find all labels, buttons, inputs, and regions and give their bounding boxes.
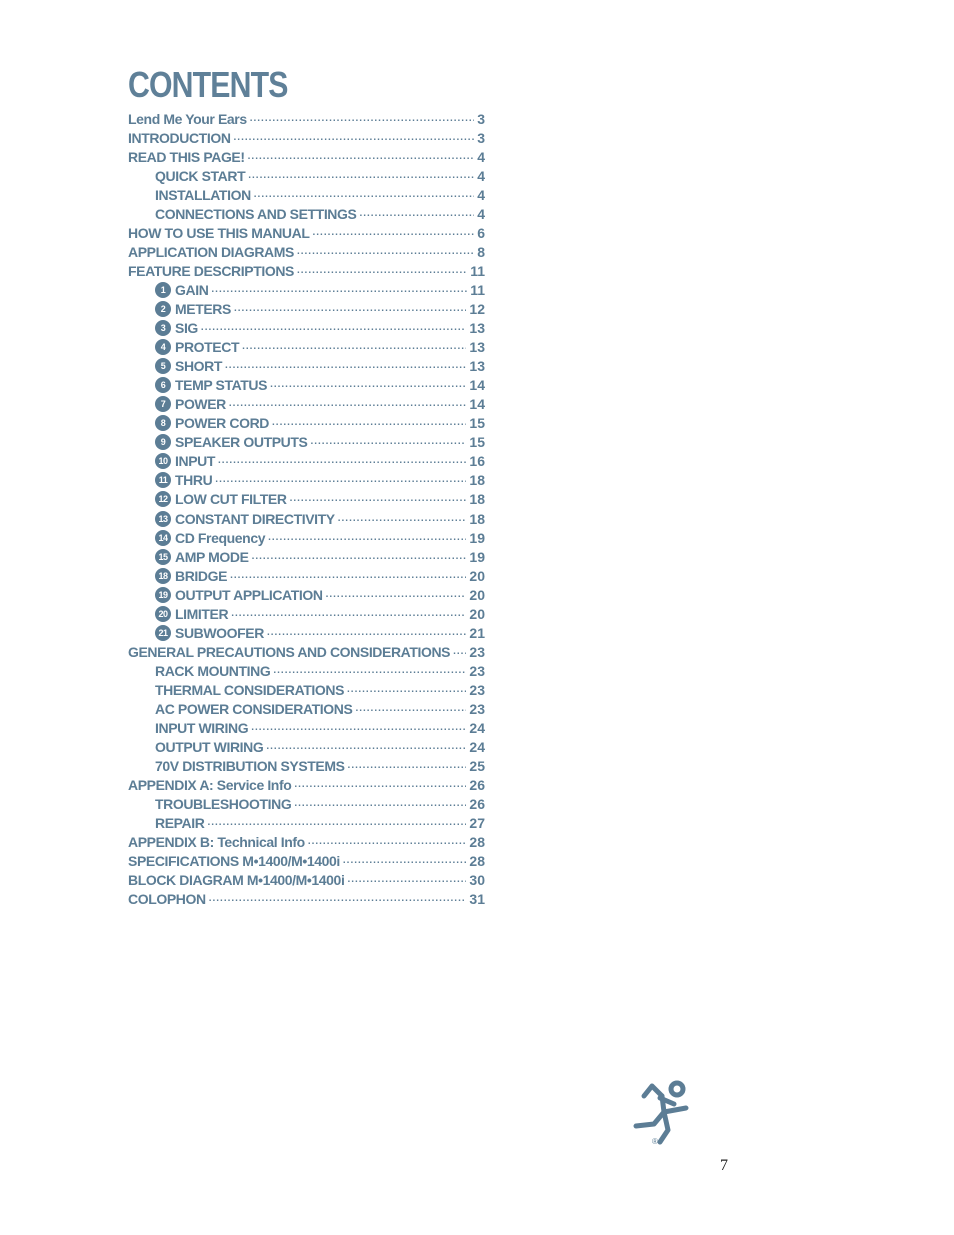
toc-entry[interactable] xyxy=(128,852,485,871)
toc-entry-label: GAIN xyxy=(175,281,209,298)
toc-entry-label: CONSTANT DIRECTIVITY xyxy=(175,510,335,527)
toc-entry-label: BRIDGE xyxy=(175,567,228,584)
item-number-badge: 20 xyxy=(155,606,171,622)
toc-entry[interactable] xyxy=(128,280,485,299)
toc-entry[interactable] xyxy=(128,604,485,623)
dot-leader xyxy=(297,245,474,259)
toc-entry-label: METERS xyxy=(175,300,231,317)
registered-mark: ® xyxy=(652,1137,658,1146)
dot-leader xyxy=(230,569,466,583)
toc-entry-page: 16 xyxy=(469,453,485,470)
dot-leader xyxy=(268,531,466,545)
toc-entry-page: 21 xyxy=(469,624,485,641)
dot-leader xyxy=(313,226,475,240)
dot-leader xyxy=(290,492,467,506)
toc-entry-page: 11 xyxy=(470,281,485,298)
toc-entry[interactable] xyxy=(128,109,485,128)
toc-entry-label: LOW CUT FILTER xyxy=(175,491,287,508)
toc-entry-label: PROTECT xyxy=(175,339,240,356)
toc-entry-page: 18 xyxy=(469,510,485,527)
toc-entry[interactable] xyxy=(128,490,485,509)
dot-leader xyxy=(242,340,466,354)
dot-leader xyxy=(215,473,466,487)
toc-entry-label: READ THIS PAGE! xyxy=(128,148,245,165)
dot-leader xyxy=(250,112,474,126)
toc-entry-label: SIG xyxy=(175,320,198,337)
running-man-logo-icon xyxy=(628,1076,700,1148)
item-number-badge: 3 xyxy=(155,320,171,336)
dot-leader xyxy=(229,397,467,411)
toc-entry-label: AC POWER CONSIDERATIONS xyxy=(155,700,353,717)
dot-leader xyxy=(338,512,467,526)
toc-entry[interactable] xyxy=(128,452,485,471)
toc-entry-page: 23 xyxy=(469,681,485,698)
toc-entry-page: 3 xyxy=(477,110,485,127)
item-number-badge: 6 xyxy=(155,377,171,393)
toc-entry-label: THRU xyxy=(175,472,213,489)
toc-entry-page: 20 xyxy=(469,586,485,603)
toc-entry-label: REPAIR xyxy=(155,815,205,832)
toc-entry[interactable] xyxy=(128,719,485,738)
toc-entry-page: 12 xyxy=(469,300,485,317)
toc-entry-label: INSTALLATION xyxy=(155,186,251,203)
toc-entry-label: APPENDIX A: Service Info xyxy=(128,777,292,794)
toc-entry[interactable] xyxy=(128,814,485,833)
toc-entry-page: 11 xyxy=(470,262,485,279)
toc-entry-page: 31 xyxy=(469,891,485,908)
dot-leader xyxy=(201,321,467,335)
toc-entry-label: CONNECTIONS AND SETTINGS xyxy=(155,205,357,222)
toc-entry[interactable] xyxy=(128,471,485,490)
dot-leader xyxy=(207,816,466,830)
toc-entry-page: 30 xyxy=(469,872,485,889)
toc-entry-page: 24 xyxy=(469,739,485,756)
toc-entry[interactable] xyxy=(128,833,485,852)
toc-entry-page: 13 xyxy=(469,339,485,356)
item-number-badge: 18 xyxy=(155,568,171,584)
dot-leader xyxy=(209,892,467,906)
toc-entry-label: APPLICATION DIAGRAMS xyxy=(128,243,294,260)
item-number-badge: 15 xyxy=(155,549,171,565)
toc-entry[interactable] xyxy=(128,642,485,661)
item-number-badge: 2 xyxy=(155,301,171,317)
toc-entry[interactable] xyxy=(128,871,485,890)
item-number-badge: 13 xyxy=(155,511,171,527)
toc-entry-page: 28 xyxy=(469,853,485,870)
toc-entry-label: BLOCK DIAGRAM M•1400/M•1400i xyxy=(128,872,345,889)
page-number: 7 xyxy=(720,1157,728,1174)
item-number-badge: 14 xyxy=(155,530,171,546)
toc-entry[interactable] xyxy=(128,547,485,566)
toc-entry[interactable] xyxy=(128,166,485,185)
dot-leader xyxy=(231,607,466,621)
toc-entry[interactable] xyxy=(128,566,485,585)
toc-entry[interactable] xyxy=(128,395,485,414)
dot-leader xyxy=(234,131,475,145)
toc-entry[interactable] xyxy=(128,890,485,909)
toc-entry[interactable] xyxy=(128,433,485,452)
dot-leader xyxy=(343,854,467,868)
toc-entry-page: 20 xyxy=(469,605,485,622)
dot-leader xyxy=(348,759,467,773)
toc-entry[interactable] xyxy=(128,585,485,604)
toc-entry-page: 15 xyxy=(469,415,485,432)
dot-leader xyxy=(266,740,466,754)
dot-leader xyxy=(270,378,466,392)
toc-entry-page: 4 xyxy=(477,167,485,184)
toc-entry-label: GENERAL PRECAUTIONS AND CONSIDERATIONS xyxy=(128,643,451,660)
dot-leader xyxy=(297,264,467,278)
toc-entry[interactable] xyxy=(128,414,485,433)
toc-entry-page: 18 xyxy=(469,472,485,489)
toc-entry-page: 14 xyxy=(469,396,485,413)
dot-leader xyxy=(251,721,466,735)
toc-entry-label: POWER CORD xyxy=(175,415,270,432)
dot-leader xyxy=(347,683,466,697)
toc-entry-label: FEATURE DESCRIPTIONS xyxy=(128,262,294,279)
dot-leader xyxy=(211,283,467,297)
item-number-badge: 1 xyxy=(155,282,171,298)
toc-entry[interactable] xyxy=(128,623,485,642)
toc-entry[interactable] xyxy=(128,261,485,280)
item-number-badge: 12 xyxy=(155,491,171,507)
item-number-badge: 5 xyxy=(155,358,171,374)
item-number-badge: 7 xyxy=(155,396,171,412)
item-number-badge: 9 xyxy=(155,434,171,450)
toc-entry-label: SPEAKER OUTPUTS xyxy=(175,434,308,451)
toc-entry[interactable] xyxy=(128,509,485,528)
dot-leader xyxy=(273,664,466,678)
toc-entry-label: SHORT xyxy=(175,358,223,375)
toc-entry-label: OUTPUT APPLICATION xyxy=(175,586,323,603)
toc-entry-label: CD Frequency xyxy=(175,529,266,546)
item-number-badge: 19 xyxy=(155,587,171,603)
dot-leader xyxy=(359,207,474,221)
toc-entry-page: 19 xyxy=(469,529,485,546)
toc-entry-page: 8 xyxy=(477,243,485,260)
toc-entry-page: 27 xyxy=(469,815,485,832)
toc-entry-label: POWER xyxy=(175,396,226,413)
toc-entry[interactable] xyxy=(128,376,485,395)
toc-entry-label: QUICK START xyxy=(155,167,246,184)
dot-leader xyxy=(248,169,474,183)
dot-leader xyxy=(248,150,475,164)
toc-entry[interactable] xyxy=(128,319,485,338)
toc-entry[interactable] xyxy=(128,795,485,814)
toc-entry-page: 4 xyxy=(477,186,485,203)
dot-leader xyxy=(234,302,466,316)
toc-entry-label: INTRODUCTION xyxy=(128,129,231,146)
toc-entry-page: 4 xyxy=(477,148,485,165)
toc-entry[interactable] xyxy=(128,757,485,776)
dot-leader xyxy=(294,797,466,811)
toc-entry-label: COLOPHON xyxy=(128,891,206,908)
toc-entry-label: THERMAL CONSIDERATIONS xyxy=(155,681,345,698)
dot-leader xyxy=(225,359,466,373)
toc-entry-page: 6 xyxy=(477,224,485,241)
toc-entry-page: 13 xyxy=(469,320,485,337)
dot-leader xyxy=(294,778,466,792)
dot-leader xyxy=(310,435,466,449)
toc-entry[interactable] xyxy=(128,680,485,699)
dot-leader xyxy=(252,550,467,564)
toc-entry[interactable] xyxy=(128,738,485,757)
toc-entry-page: 26 xyxy=(469,796,485,813)
toc-entry-page: 3 xyxy=(477,129,485,146)
toc-entry-page: 24 xyxy=(469,720,485,737)
toc-entry[interactable] xyxy=(128,299,485,318)
toc-entry-page: 26 xyxy=(469,777,485,794)
toc-entry-label: INPUT xyxy=(175,453,216,470)
toc-entry[interactable] xyxy=(128,338,485,357)
toc-entry-page: 4 xyxy=(477,205,485,222)
item-number-badge: 10 xyxy=(155,453,171,469)
dot-leader xyxy=(355,702,466,716)
toc-entry-label: SUBWOOFER xyxy=(175,624,264,641)
dot-leader xyxy=(267,626,466,640)
page-title: CONTENTS xyxy=(128,64,288,105)
toc-entry[interactable] xyxy=(128,204,485,223)
toc-entry-label: HOW TO USE THIS MANUAL xyxy=(128,224,310,241)
toc-entry[interactable] xyxy=(128,242,485,261)
table-of-contents xyxy=(128,109,485,909)
toc-entry-label: 70V DISTRIBUTION SYSTEMS xyxy=(155,758,345,775)
item-number-badge: 8 xyxy=(155,415,171,431)
dot-leader xyxy=(272,416,466,430)
toc-entry[interactable] xyxy=(128,128,485,147)
toc-entry-page: 28 xyxy=(469,834,485,851)
dot-leader xyxy=(347,873,466,887)
toc-entry-page: 23 xyxy=(469,643,485,660)
toc-entry-page: 23 xyxy=(469,662,485,679)
toc-entry-page: 19 xyxy=(469,548,485,565)
toc-entry[interactable] xyxy=(128,699,485,718)
toc-entry-label: APPENDIX B: Technical Info xyxy=(128,834,305,851)
toc-entry-page: 20 xyxy=(469,567,485,584)
item-number-badge: 4 xyxy=(155,339,171,355)
toc-entry[interactable] xyxy=(128,776,485,795)
toc-entry[interactable] xyxy=(128,528,485,547)
toc-entry-label: Lend Me Your Ears xyxy=(128,110,247,127)
toc-entry-page: 15 xyxy=(469,434,485,451)
toc-entry-page: 25 xyxy=(469,758,485,775)
dot-leader xyxy=(308,835,467,849)
toc-entry-label: OUTPUT WIRING xyxy=(155,739,264,756)
toc-entry-label: TEMP STATUS xyxy=(175,377,268,394)
item-number-badge: 11 xyxy=(155,472,171,488)
toc-entry-page: 23 xyxy=(469,700,485,717)
toc-entry-label: SPECIFICATIONS M•1400/M•1400i xyxy=(128,853,340,870)
toc-entry-label: AMP MODE xyxy=(175,548,249,565)
toc-entry[interactable] xyxy=(128,185,485,204)
toc-entry[interactable] xyxy=(128,661,485,680)
toc-entry-label: RACK MOUNTING xyxy=(155,662,271,679)
dot-leader xyxy=(218,454,466,468)
toc-entry-page: 13 xyxy=(469,358,485,375)
toc-entry-page: 14 xyxy=(469,377,485,394)
toc-entry[interactable] xyxy=(128,223,485,242)
toc-entry[interactable] xyxy=(128,357,485,376)
toc-entry-label: INPUT WIRING xyxy=(155,720,249,737)
toc-entry[interactable] xyxy=(128,147,485,166)
toc-entry-page: 18 xyxy=(469,491,485,508)
dot-leader xyxy=(326,588,467,602)
item-number-badge: 21 xyxy=(155,625,171,641)
dot-leader xyxy=(453,645,466,659)
toc-entry-label: TROUBLESHOOTING xyxy=(155,796,292,813)
toc-entry-label: LIMITER xyxy=(175,605,229,622)
dot-leader xyxy=(254,188,474,202)
